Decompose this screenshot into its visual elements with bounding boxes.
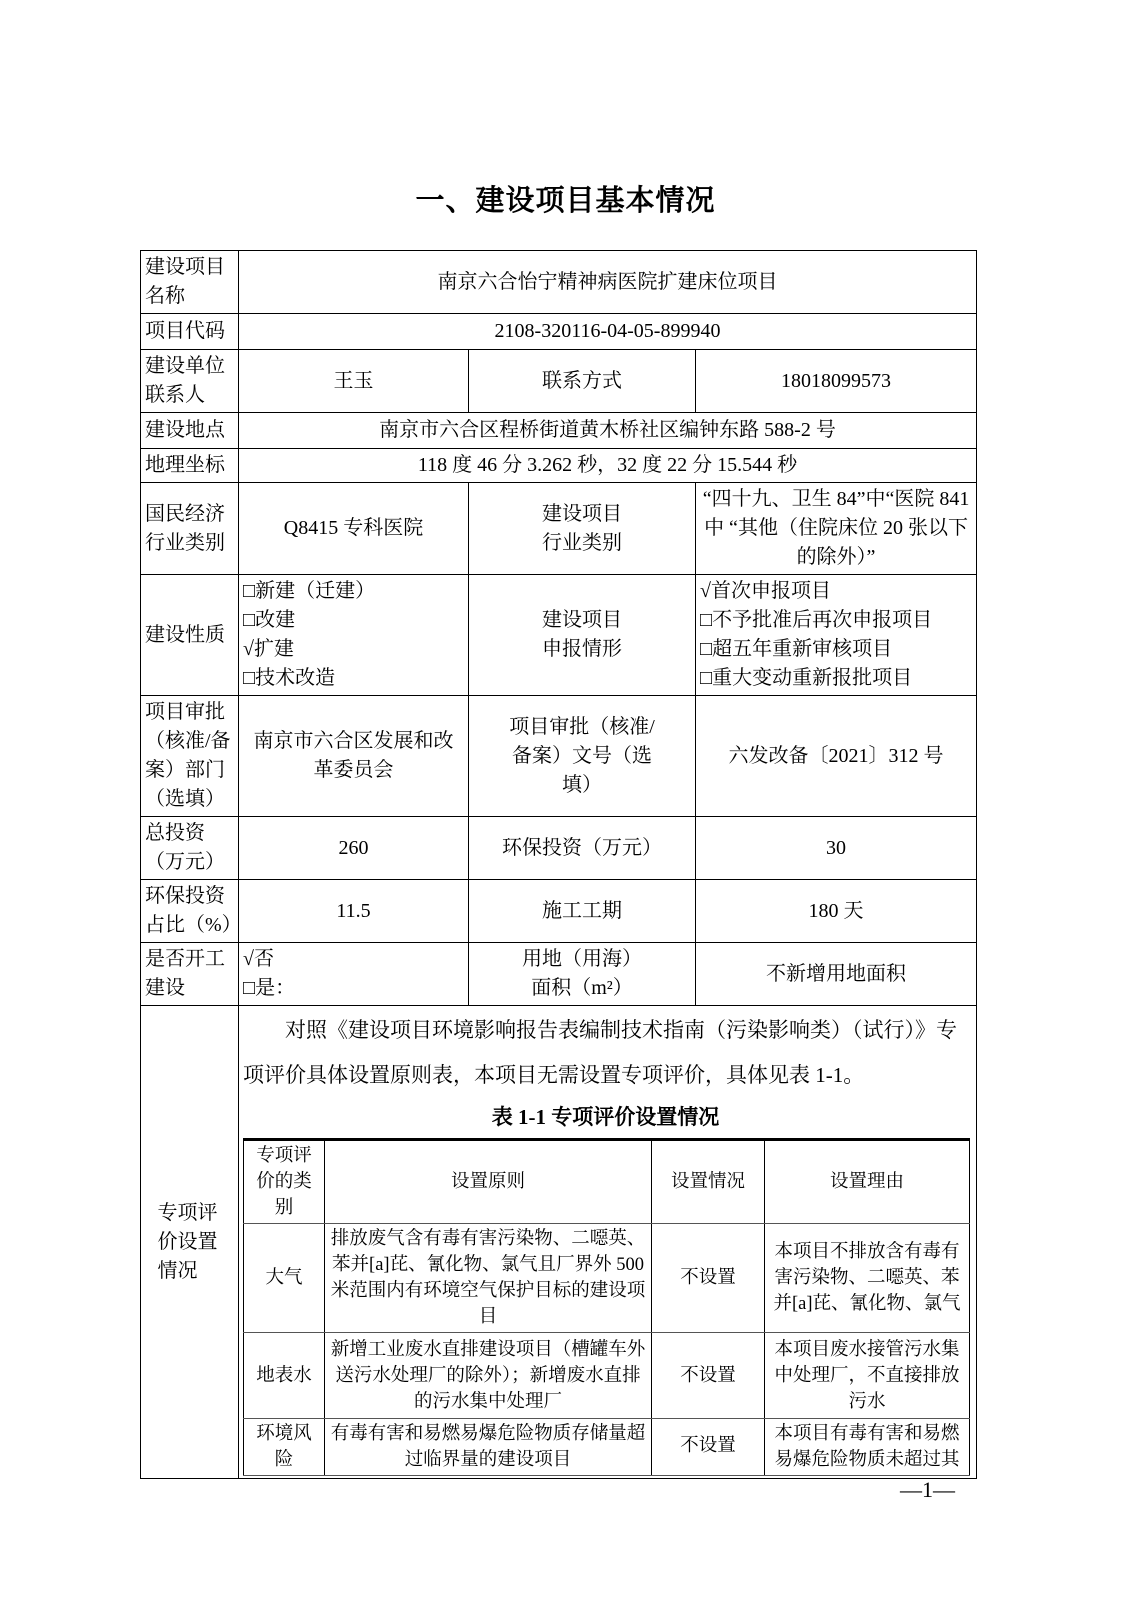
table-row bbox=[141, 696, 977, 817]
checkbox-option: □技术改造 bbox=[243, 667, 336, 689]
col-header-category: 专项评价的类别 bbox=[244, 1140, 325, 1224]
eval-status: 不设置 bbox=[652, 1224, 765, 1333]
eval-principle: 排放废气含有毒有害污染物、二噁英、苯并[a]芘、氰化物、氯气且厂界外 500 米范围内有环境空气保护目标的建设项目 bbox=[325, 1224, 652, 1333]
special-eval-label: 专项评价设置情况 bbox=[141, 1006, 239, 1479]
eval-category: 环境风险 bbox=[244, 1419, 325, 1476]
checkbox-option-checked: √否 bbox=[243, 948, 274, 970]
table-row bbox=[141, 880, 977, 943]
contact-label: 建设单位联系人 bbox=[141, 350, 239, 413]
env-ratio-value: 11.5 bbox=[239, 880, 469, 943]
special-eval-table bbox=[243, 1138, 970, 1476]
env-investment-label: 环保投资（万元） bbox=[469, 817, 696, 880]
checkbox-option: □新建（迁建） bbox=[243, 580, 376, 602]
eval-reason: 本项目不排放含有毒有害污染物、二噁英、苯并[a]芘、氰化物、氯气 bbox=[765, 1224, 970, 1333]
special-eval-content bbox=[239, 1006, 977, 1479]
checkbox-option-checked: √扩建 bbox=[243, 638, 294, 660]
checkbox-option: □重大变动重新报批项目 bbox=[700, 667, 913, 689]
declare-type-label: 建设项目申报情形 bbox=[469, 575, 696, 696]
eval-principle: 新增工业废水直排建设项目（槽罐车外送污水处理厂的除外）；新增废水直排的污水集中处理厂 bbox=[325, 1333, 652, 1419]
eval-reason: 本项目废水接管污水集中处理厂，不直接排放污水 bbox=[765, 1333, 970, 1419]
eval-principle: 有毒有害和易燃易爆危险物质存储量超过临界量的建设项目 bbox=[325, 1419, 652, 1476]
col-header-principle: 设置原则 bbox=[325, 1140, 652, 1224]
approval-dept-label: 项目审批（核准/备案）部门（选填） bbox=[141, 696, 239, 817]
project-industry-label: 建设项目行业类别 bbox=[469, 483, 696, 575]
eval-category: 地表水 bbox=[244, 1333, 325, 1419]
checkbox-option-checked: √首次申报项目 bbox=[700, 580, 831, 602]
approval-doc-value: 六发改备〔2021〕312 号 bbox=[696, 696, 977, 817]
land-area-value: 不新增用地面积 bbox=[696, 943, 977, 1006]
table-row bbox=[244, 1333, 970, 1419]
checkbox-option: □是： bbox=[243, 977, 296, 999]
eval-status: 不设置 bbox=[652, 1419, 765, 1476]
location-label: 建设地点 bbox=[141, 413, 239, 449]
approval-doc-label: 项目审批（核准/备案）文号（选填） bbox=[469, 696, 696, 817]
total-investment-value: 260 bbox=[239, 817, 469, 880]
table-row bbox=[141, 413, 977, 449]
table-row bbox=[141, 575, 977, 696]
table-row bbox=[141, 251, 977, 314]
contact-name-value: 王玉 bbox=[239, 350, 469, 413]
nature-options bbox=[239, 575, 469, 696]
industry-label: 国民经济行业类别 bbox=[141, 483, 239, 575]
nature-label: 建设性质 bbox=[141, 575, 239, 696]
env-investment-value: 30 bbox=[696, 817, 977, 880]
table-row bbox=[244, 1419, 970, 1476]
checkbox-option: □改建 bbox=[243, 609, 296, 631]
col-header-status: 设置情况 bbox=[652, 1140, 765, 1224]
started-label: 是否开工建设 bbox=[141, 943, 239, 1006]
inner-table-title: 表 1-1 专项评价设置情况 bbox=[491, 1105, 720, 1129]
eval-reason: 本项目有毒有害和易燃易爆危险物质未超过其 bbox=[765, 1419, 970, 1476]
declare-options bbox=[696, 575, 977, 696]
env-ratio-label: 环保投资占比（%） bbox=[141, 880, 239, 943]
land-area-label: 用地（用海）面积（m²） bbox=[469, 943, 696, 1006]
table-row bbox=[244, 1224, 970, 1333]
table-row bbox=[141, 449, 977, 483]
started-options bbox=[239, 943, 469, 1006]
contact-method-label: 联系方式 bbox=[469, 350, 696, 413]
construction-period-value: 180 天 bbox=[696, 880, 977, 943]
coordinates-label: 地理坐标 bbox=[141, 449, 239, 483]
checkbox-option: □超五年重新审核项目 bbox=[700, 638, 893, 660]
location-value: 南京市六合区程桥街道黄木桥社区编钟东路 588-2 号 bbox=[239, 413, 977, 449]
table-row bbox=[141, 314, 977, 350]
contact-phone-value: 18018099573 bbox=[696, 350, 977, 413]
page-number: —1— bbox=[900, 1477, 955, 1502]
checkbox-option: □不予批准后再次申报项目 bbox=[700, 609, 933, 631]
basic-info-table bbox=[140, 250, 977, 1479]
project-name-value: 南京六合怡宁精神病医院扩建床位项目 bbox=[239, 251, 977, 314]
table-row bbox=[141, 350, 977, 413]
coordinates-value: 118 度 46 分 3.262 秒，32 度 22 分 15.544 秒 bbox=[239, 449, 977, 483]
table-row bbox=[141, 817, 977, 880]
page-title: 一、建设项目基本情况 bbox=[415, 185, 716, 217]
table-header-row bbox=[244, 1140, 970, 1224]
project-code-value: 2108-320116-04-05-899940 bbox=[239, 314, 977, 350]
col-header-reason: 设置理由 bbox=[765, 1140, 970, 1224]
table-row bbox=[141, 483, 977, 575]
project-code-label: 项目代码 bbox=[141, 314, 239, 350]
total-investment-label: 总投资（万元） bbox=[141, 817, 239, 880]
project-name-label: 建设项目名称 bbox=[141, 251, 239, 314]
table-row bbox=[141, 1006, 977, 1479]
industry-value: Q8415 专科医院 bbox=[239, 483, 469, 575]
special-eval-paragraph: 对照《建设项目环境影响报告表编制技术指南（污染影响类）（试行）》专项评价具体设置原则表，本项目无需设置专项评价，具体见表 1-1。 bbox=[243, 1018, 957, 1087]
project-industry-value: “四十九、卫生 84”中“医院 841 中 “其他（住院床位 20 张以下的除外）” bbox=[696, 483, 977, 575]
table-row bbox=[141, 943, 977, 1006]
approval-dept-value: 南京市六合区发展和改革委员会 bbox=[239, 696, 469, 817]
eval-status: 不设置 bbox=[652, 1333, 765, 1419]
construction-period-label: 施工工期 bbox=[469, 880, 696, 943]
eval-category: 大气 bbox=[244, 1224, 325, 1333]
